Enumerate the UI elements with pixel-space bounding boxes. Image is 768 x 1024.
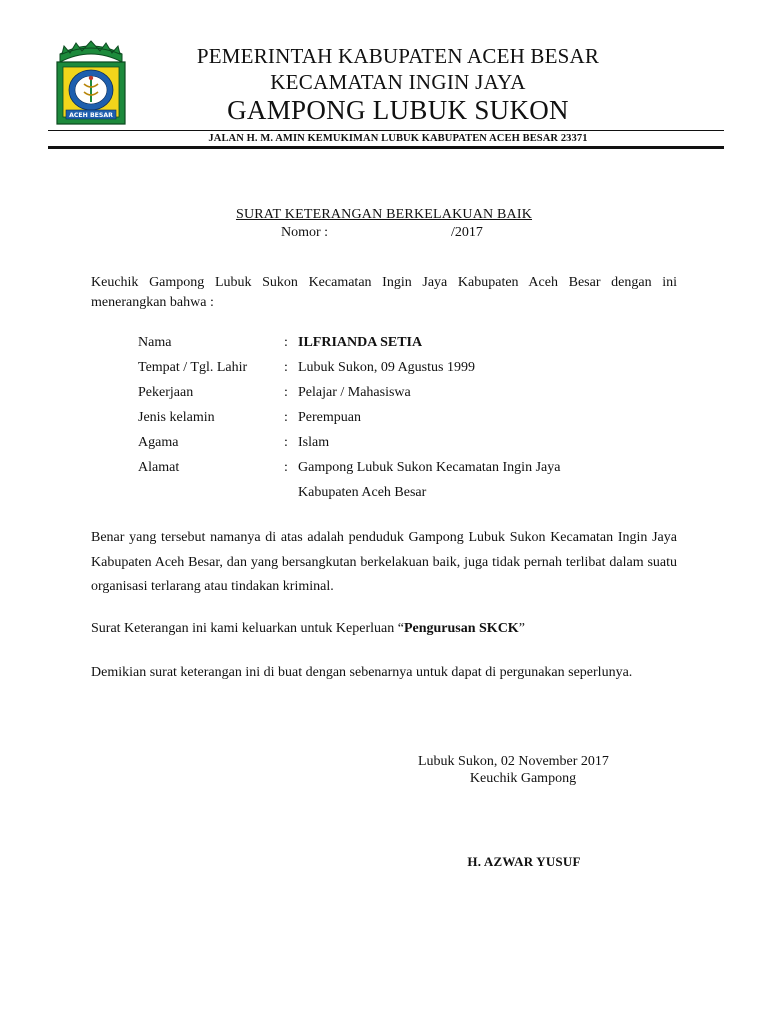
field-value-tempat-tgl-lahir: Lubuk Sukon, 09 Agustus 1999 bbox=[298, 360, 475, 375]
field-value-nama: ILFRIANDA SETIA bbox=[298, 335, 423, 350]
field-label-nama: Nama bbox=[138, 335, 172, 350]
document-number-label: Nomor : bbox=[281, 225, 329, 240]
intro-paragraph: Keuchik Gampong Lubuk Sukon Kecamatan Ingin Jaya Kabupaten Aceh Besar dengan ini menerangkan bahwa : bbox=[91, 275, 677, 310]
field-label-jenis-kelamin: Jenis kelamin bbox=[138, 410, 215, 425]
statement-paragraph: Benar yang tersebut namanya di atas adalah penduduk Gampong Lubuk Sukon Kecamatan Ingin Jaya Kabupaten Aceh Besar, dan yang bersangkutan berkelakuan baik, juga tidak pernah terlibat dalam suatu organisasi terlarang atau tindakan kriminal. bbox=[91, 530, 677, 594]
field-label-agama: Agama bbox=[138, 435, 179, 450]
purpose-emphasis: Pengurusan SKCK bbox=[403, 621, 519, 636]
field-separator: : bbox=[284, 360, 288, 375]
letterhead-address: JALAN H. M. AMIN KEMUKIMAN LUBUK KABUPATEN ACEH BESAR 23371 bbox=[208, 133, 588, 144]
field-label-tempat-tgl-lahir: Tempat / Tgl. Lahir bbox=[138, 360, 248, 375]
field-separator: : bbox=[284, 460, 288, 475]
document-title bbox=[90, 207, 678, 223]
document-number-year: /2017 bbox=[451, 225, 483, 240]
field-value-alamat: Gampong Lubuk Sukon Kecamatan Ingin Jaya bbox=[298, 460, 561, 475]
field-value-alamat-line2: Kabupaten Aceh Besar bbox=[298, 485, 427, 500]
emblem-ribbon-text: ACEH BESAR bbox=[69, 112, 113, 119]
field-separator: : bbox=[284, 410, 288, 425]
closing-paragraph: Demikian surat keterangan ini di buat dengan sebenarnya untuk dapat di pergunakan seperlunya. bbox=[91, 665, 633, 680]
letterhead-government: PEMERINTAH KABUPATEN ACEH BESAR bbox=[196, 44, 600, 68]
letterhead-rule-thick bbox=[48, 146, 724, 149]
signatory-name: H. AZWAR YUSUF bbox=[467, 854, 581, 869]
field-value-agama: Islam bbox=[298, 435, 330, 450]
letterhead-village: GAMPONG LUBUK SUKON bbox=[227, 95, 569, 125]
letterhead-rule-thin bbox=[48, 130, 724, 131]
field-separator: : bbox=[284, 335, 288, 350]
purpose-closing-quote: ” bbox=[518, 621, 525, 636]
field-label-pekerjaan: Pekerjaan bbox=[138, 385, 194, 400]
purpose-text: Surat Keterangan ini kami keluarkan untuk Keperluan “ bbox=[91, 621, 404, 636]
field-label-alamat: Alamat bbox=[138, 460, 180, 475]
field-value-jenis-kelamin: Perempuan bbox=[298, 410, 361, 425]
field-separator: : bbox=[284, 435, 288, 450]
field-value-pekerjaan: Pelajar / Mahasiswa bbox=[298, 385, 411, 400]
field-separator: : bbox=[284, 385, 288, 400]
signature-place-date: Lubuk Sukon, 02 November 2017 bbox=[418, 754, 609, 769]
signature-role: Keuchik Gampong bbox=[469, 771, 577, 786]
letterhead-district: KECAMATAN INGIN JAYA bbox=[270, 70, 526, 94]
purpose-paragraph bbox=[91, 619, 677, 639]
document-title-text: SURAT KETERANGAN BERKELAKUAN BAIK bbox=[235, 207, 533, 222]
aceh-besar-emblem-icon bbox=[54, 40, 128, 130]
